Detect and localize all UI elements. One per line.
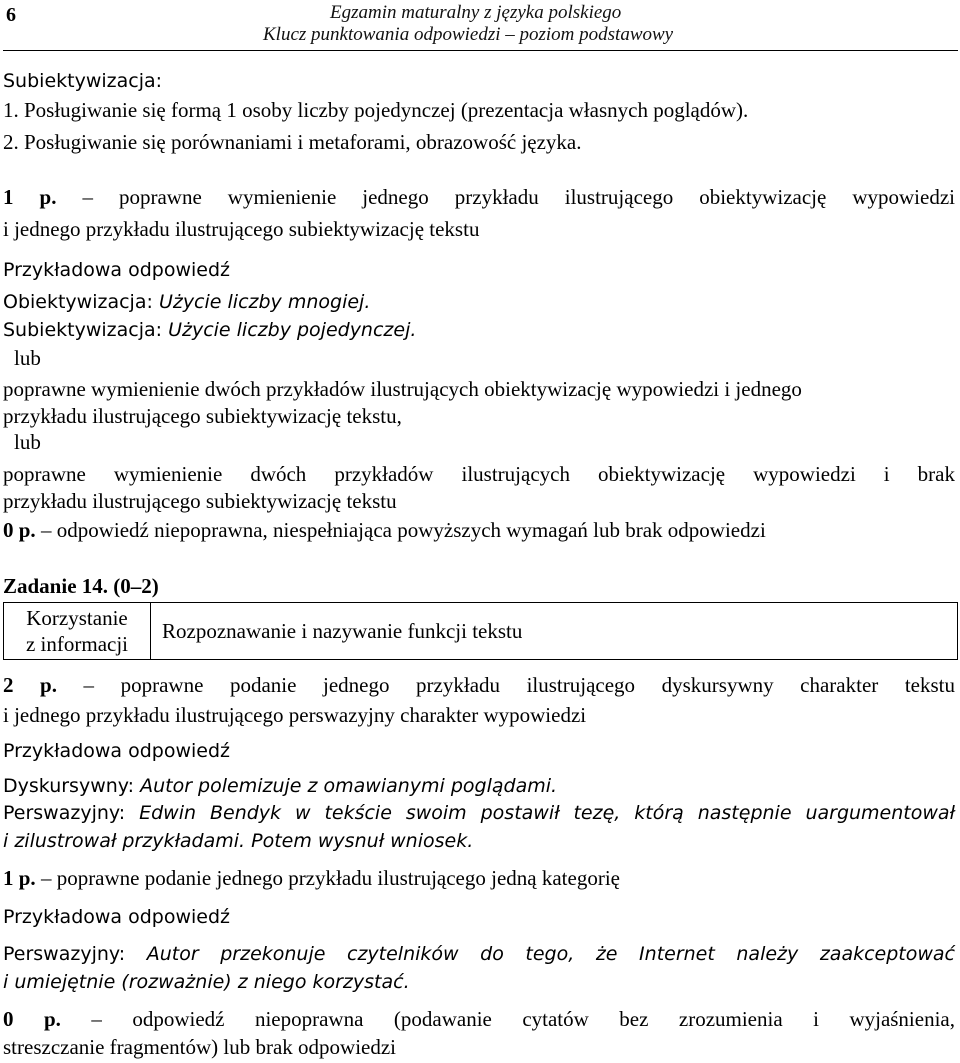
subjectivization-item-1: 1. Posługiwanie się formą 1 osoby liczby pojedynczej (prezentacja własnych poglądów). — [3, 98, 749, 122]
score-label: 0 p. — [3, 518, 36, 542]
score-2-criterion — [3, 672, 955, 698]
persuasive-example-2-cont: i umiejętnie (rozważnie) z niego korzystać. — [3, 971, 410, 993]
score-description: – odpowiedź niepoprawna, niespełniająca powyższych wymagań lub brak odpowiedzi — [35, 518, 766, 542]
category-line-1: Korzystanie — [26, 606, 128, 630]
score-0-criterion — [3, 517, 766, 543]
table-cell-requirement: Rozpoznawanie i nazywanie funkcji tekstu — [162, 619, 523, 643]
score-1-criterion — [3, 865, 620, 891]
table-cell-category — [4, 603, 151, 659]
score-0-criterion-cont: streszczanie fragmentów) lub brak odpowiedzi — [3, 1035, 397, 1059]
persuasive-example — [3, 800, 955, 826]
score-label: 2 p. — [3, 673, 57, 697]
example-value: Użycie liczby pojedynczej. — [168, 319, 417, 341]
score-description: – odpowiedź niepoprawna (podawanie cytatów bez zrozumienia i wyjaśnienia, — [60, 1007, 955, 1031]
subjectivization-heading: Subiektywizacja: — [3, 70, 163, 92]
or-separator: lub — [14, 430, 41, 454]
example-answer-label: Przykładowa odpowiedź — [3, 906, 231, 928]
task-title: Zadanie 14. (0–2) — [3, 574, 159, 598]
score-2-criterion-cont: i jednego przykładu ilustrującego perswazyjny charakter wypowiedzi — [3, 703, 587, 727]
score-description: – poprawne podanie jednego przykładu ilustrującego jedną kategorię — [35, 866, 620, 890]
objectivization-example — [3, 289, 370, 315]
example-label: Perswazyjny: — [3, 943, 147, 965]
document-title: Egzamin maturalny z języka polskiego — [330, 2, 622, 23]
alternative-criterion-2: poprawne wymienienie dwóch przykładów ilustrujących obiektywizację wypowiedzi i brak — [3, 462, 955, 486]
document-subtitle: Klucz punktowania odpowiedzi – poziom podstawowy — [263, 24, 674, 45]
example-answer-label: Przykładowa odpowiedź — [3, 259, 231, 281]
or-separator: lub — [14, 346, 41, 370]
score-1-criterion — [3, 184, 955, 210]
example-value: Edwin Bendyk w tekście swoim postawił tezę, którą następnie uargumentował — [139, 802, 955, 824]
persuasive-example-2 — [3, 941, 955, 967]
header-divider — [3, 50, 958, 51]
score-1-criterion-cont: i jednego przykładu ilustrującego subiektywizację tekstu — [3, 217, 480, 241]
alternative-criterion-1-cont: przykładu ilustrującego subiektywizację tekstu, — [3, 404, 402, 428]
score-label: 1 p. — [3, 185, 57, 209]
score-label: 1 p. — [3, 866, 36, 890]
alternative-criterion-2-cont: przykładu ilustrującego subiektywizację tekstu — [3, 489, 397, 513]
score-label: 0 p. — [3, 1007, 61, 1031]
task-requirements-table — [3, 602, 958, 660]
example-value: Autor przekonuje czytelników do tego, że Internet należy zaakceptować — [146, 943, 955, 965]
example-label: Perswazyjny: — [3, 802, 140, 824]
subjectivization-item-2: 2. Posługiwanie się porównaniami i metaforami, obrazowość języka. — [3, 130, 582, 154]
persuasive-example-cont: i zilustrował przykładami. Potem wysnuł wniosek. — [3, 830, 474, 852]
discursive-example — [3, 773, 557, 799]
category-line-2: z informacji — [25, 632, 129, 656]
example-value: Autor polemizuje z omawianymi poglądami. — [140, 775, 558, 797]
alternative-criterion-1: poprawne wymienienie dwóch przykładów ilustrujących obiektywizację wypowiedzi i jednego — [3, 377, 802, 401]
example-label: Obiektywizacja: — [3, 291, 159, 313]
subjectivization-example — [3, 317, 416, 343]
page-number: 6 — [6, 4, 16, 26]
score-description: – poprawne wymienienie jednego przykładu ilustrującego obiektywizację wypowiedzi — [56, 185, 955, 209]
score-0-criterion — [3, 1006, 955, 1032]
example-label: Subiektywizacja: — [3, 319, 169, 341]
example-answer-label: Przykładowa odpowiedź — [3, 740, 231, 762]
score-description: – poprawne podanie jednego przykładu ilustrującego dyskursywny charakter tekstu — [57, 673, 955, 697]
example-value: Użycie liczby mnogiej. — [158, 291, 371, 313]
example-label: Dyskursywny: — [3, 775, 141, 797]
